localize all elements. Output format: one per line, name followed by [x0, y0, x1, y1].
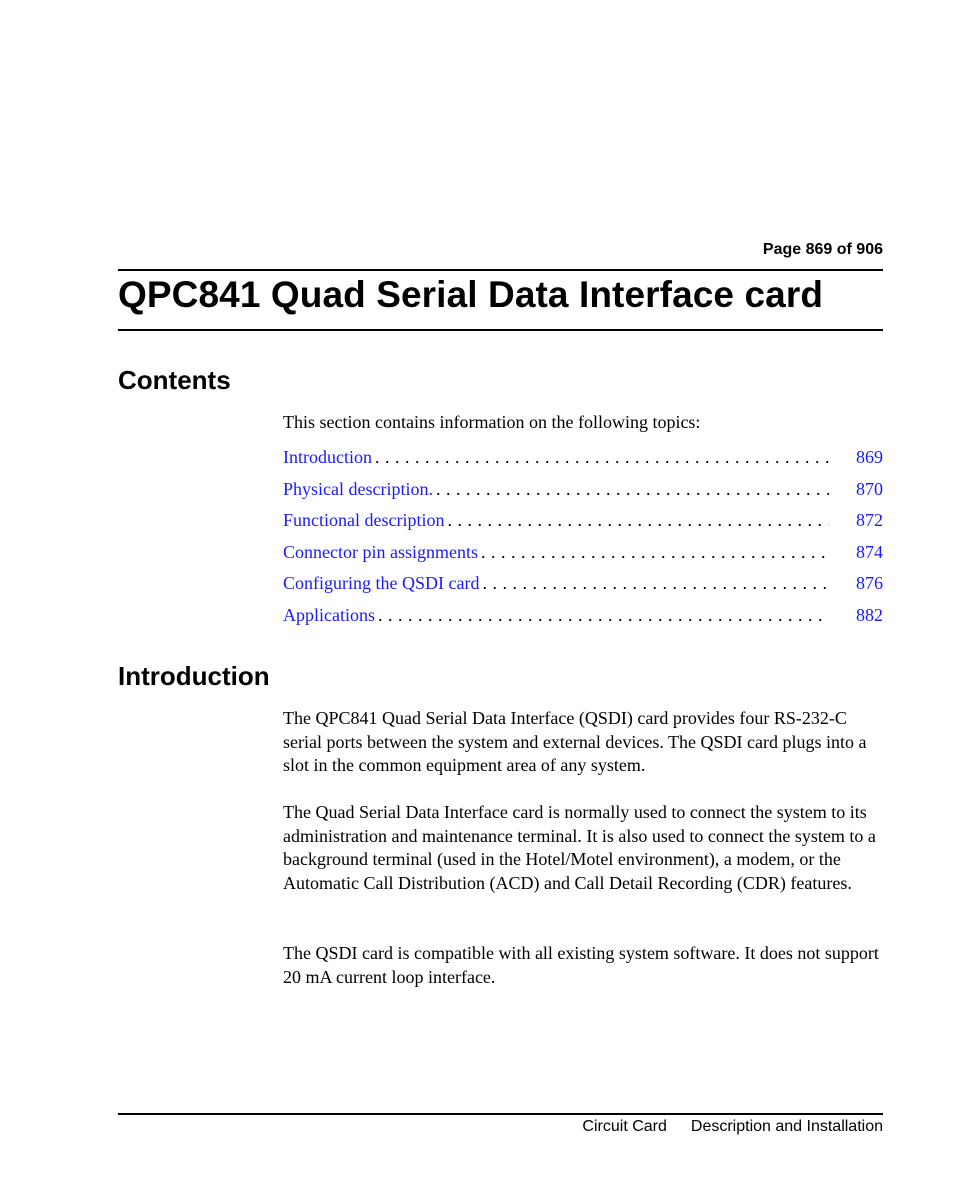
toc-entry-functional-description[interactable]	[283, 509, 883, 541]
contents-intro-text: This section contains information on the following topics:	[283, 412, 701, 432]
toc-link-label[interactable]: Configuring the QSDI card	[283, 573, 480, 593]
toc-page-link[interactable]: 872	[856, 510, 883, 530]
toc-link-label[interactable]: Connector pin assignments	[283, 541, 478, 562]
toc-dot-leader	[375, 446, 829, 469]
toc-link-label[interactable]: Physical description.	[283, 478, 433, 499]
toc-dot-leader	[436, 478, 829, 501]
chapter-title: QPC841 Quad Serial Data Interface card	[118, 274, 824, 315]
title-rule	[118, 329, 883, 331]
toc-page-link[interactable]: 874	[856, 541, 883, 562]
toc-entry-applications[interactable]	[283, 604, 883, 636]
toc-page-link[interactable]: 876	[856, 573, 883, 593]
toc-link-label[interactable]: Functional description	[283, 510, 445, 530]
header-rule	[118, 269, 883, 271]
toc-entry-configuring-qsdi-card[interactable]	[283, 572, 883, 604]
footer-book-title: Circuit Card	[582, 1118, 667, 1135]
toc-link-label[interactable]: Applications	[283, 604, 375, 625]
toc-dot-leader	[481, 541, 829, 564]
toc-entry-physical-description[interactable]	[283, 478, 883, 510]
intro-paragraph: The QSDI card is compatible with all existing system software. It does not support 20 mA current loop interface.	[283, 943, 879, 987]
toc-dot-leader	[447, 509, 829, 532]
toc-dot-leader	[482, 572, 829, 595]
toc-dot-leader	[378, 604, 829, 627]
toc-page-link[interactable]: 870	[856, 478, 883, 499]
contents-heading: Contents	[118, 365, 231, 395]
footer-rule	[118, 1113, 883, 1115]
footer-book-subtitle: Description and Installation	[690, 1118, 883, 1135]
toc-entry-introduction[interactable]	[283, 446, 883, 478]
page-footer	[582, 1118, 883, 1136]
toc-page-link[interactable]: 882	[856, 604, 883, 625]
intro-paragraph: The Quad Serial Data Interface card is normally used to connect the system to its administration and maintenance terminal. It is also used to connect the system to a background terminal (used in the Hotel/Motel environment), a modem, or the Automatic Call Distribution (ACD) and Call Detail Recording (CDR) features.	[283, 802, 876, 893]
toc-link-label[interactable]: Introduction	[283, 447, 372, 467]
table-of-contents	[283, 446, 883, 635]
toc-page-link[interactable]: 869	[856, 447, 883, 467]
toc-entry-connector-pin-assignments[interactable]	[283, 541, 883, 573]
introduction-heading: Introduction	[118, 661, 270, 691]
page-number: Page 869 of 906	[762, 241, 883, 258]
intro-paragraph: The QPC841 Quad Serial Data Interface (QSDI) card provides four RS-232-C serial ports between the system and external devices. The QSDI card plugs into a slot in the common equipment area of any system.	[283, 708, 867, 775]
